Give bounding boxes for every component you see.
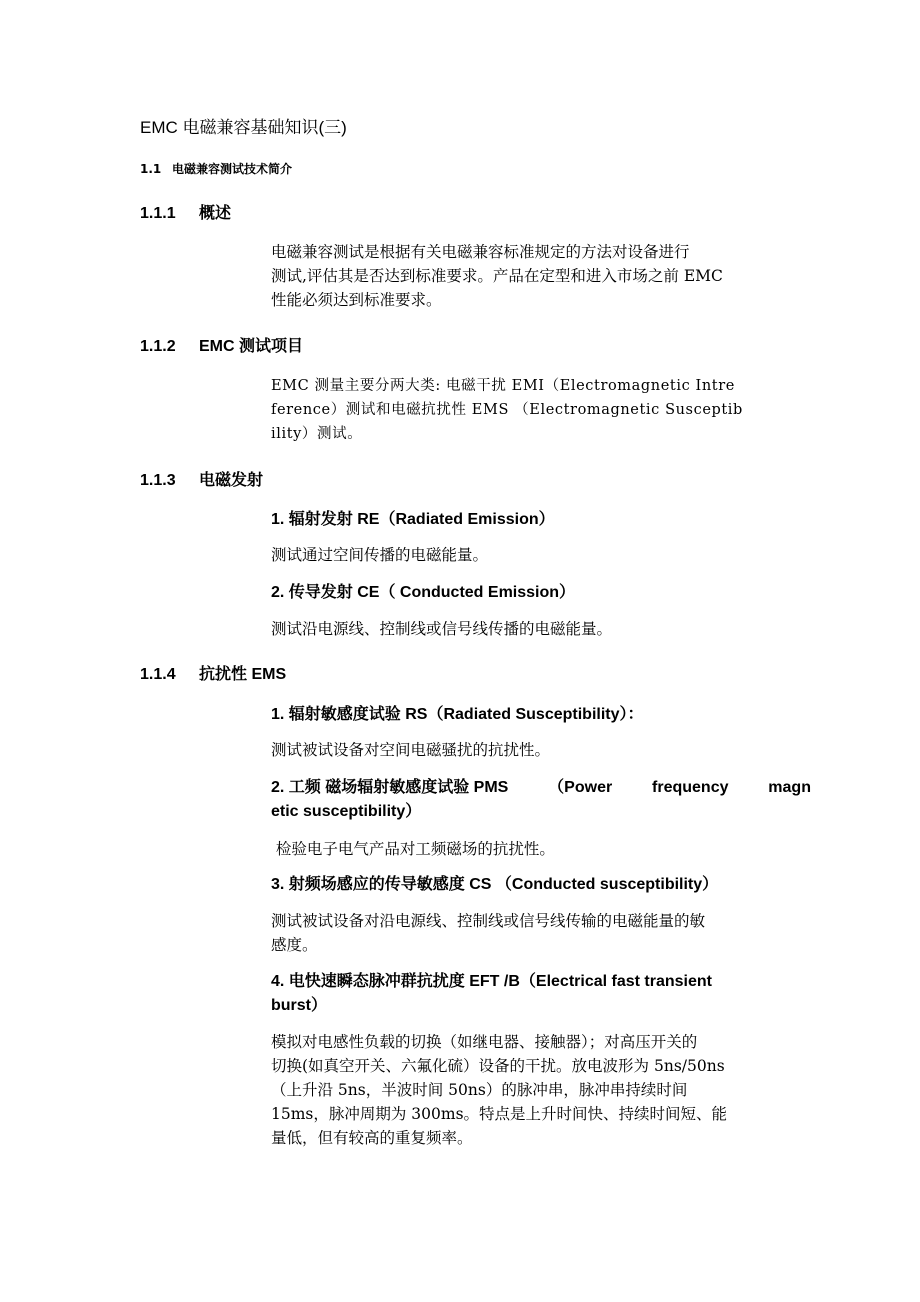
item-eft-desc: [271, 1030, 787, 1150]
item-radiated-emission-desc: 测试通过空间传播的电磁能量。: [271, 546, 489, 564]
paragraph-line: 15ms，脉冲周期为 300ms。特点是上升时间快、持续时间短、能: [271, 1105, 728, 1123]
title-part: 2. 工频 磁场辐射敏感度试验 PMS: [271, 779, 509, 796]
paragraph-line: 性能必须达到标准要求。: [271, 291, 442, 309]
title-part: magn: [768, 779, 811, 796]
heading-immunity: [140, 661, 286, 684]
item-pms-desc: 检验电子电气产品对工频磁场的抗扰性。: [271, 840, 555, 858]
item-pms-title-line: etic susceptibility）: [271, 803, 422, 820]
paragraph-line: EMC 测量主要分两大类: 电磁干扰 EMI（Electromagnetic Intre: [271, 378, 735, 394]
heading-test-items: [140, 333, 303, 356]
test-items-paragraph: [271, 374, 787, 446]
item-conducted-emission-desc: 测试沿电源线、控制线或信号线传播的电磁能量。: [271, 620, 613, 638]
overview-paragraph: [271, 240, 787, 312]
heading-title: EMC 测试项目: [199, 338, 304, 355]
item-eft-title-line: burst）: [271, 997, 328, 1014]
title-part: frequency: [652, 779, 729, 796]
item-rs-title: 1. 辐射敏感度试验 RS（Radiated Susceptibility）：: [271, 706, 644, 723]
item-radiated-emission-title: 1. 辐射发射 RE（Radiated Emission）: [271, 511, 555, 528]
paragraph-line: 模拟对电感性负载的切换（如继电器、接触器）；对高压开关的: [271, 1033, 698, 1051]
heading-number: 1.1.1: [140, 205, 176, 222]
heading-title: 概述: [199, 205, 232, 222]
heading-title: 电磁发射: [199, 472, 264, 489]
item-eft-title: [271, 970, 787, 1018]
paragraph-line: ility）测试。: [271, 426, 363, 442]
item-pms-title-line: [271, 776, 811, 800]
paragraph-line: （上升沿 5ns，半波时间 50ns）的脉冲串，脉冲串持续时间: [271, 1081, 688, 1099]
paragraph-line: ference）测试和电磁抗扰性 EMS （Electromagnetic Susceptib: [271, 402, 743, 418]
section-number: 1.1: [140, 162, 162, 176]
heading-overview: [140, 200, 231, 223]
section-heading: [140, 160, 292, 177]
paragraph-line: 量低，但有较高的重复频率。: [271, 1129, 473, 1147]
document-title: EMC 电磁兼容基础知识(三): [140, 118, 347, 137]
heading-number: 1.1.2: [140, 338, 176, 355]
paragraph-line: 测试被试设备对沿电源线、控制线或信号线传输的电磁能量的敏: [271, 912, 706, 930]
item-conducted-emission-title: 2. 传导发射 CE（ Conducted Emission）: [271, 584, 576, 601]
heading-title: 抗扰性 EMS: [199, 666, 287, 683]
paragraph-line: 切换(如真空开关、六氟化硫）设备的干扰。放电波形为 5ns/50ns: [271, 1057, 725, 1075]
paragraph-line: 电磁兼容测试是根据有关电磁兼容标准规定的方法对设备进行: [271, 243, 690, 261]
paragraph-line: 测试,评估其是否达到标准要求。产品在定型和进入市场之前 EMC: [271, 267, 723, 285]
section-title: 电磁兼容测试技术简介: [172, 162, 293, 176]
item-pms-title: [271, 776, 811, 824]
paragraph-line: 感度。: [271, 936, 318, 954]
item-eft-title-line: 4. 电快速瞬态脉冲群抗扰度 EFT /B（Electrical fast transient: [271, 973, 712, 990]
heading-emission: [140, 467, 263, 490]
title-part: （Power: [548, 779, 613, 796]
heading-number: 1.1.3: [140, 472, 176, 489]
item-rs-desc: 测试被试设备对空间电磁骚扰的抗扰性。: [271, 741, 551, 759]
item-cs-title: 3. 射频场感应的传导敏感度 CS （Conducted susceptibility）: [271, 876, 719, 893]
item-cs-desc: [271, 909, 787, 957]
heading-number: 1.1.4: [140, 666, 176, 683]
